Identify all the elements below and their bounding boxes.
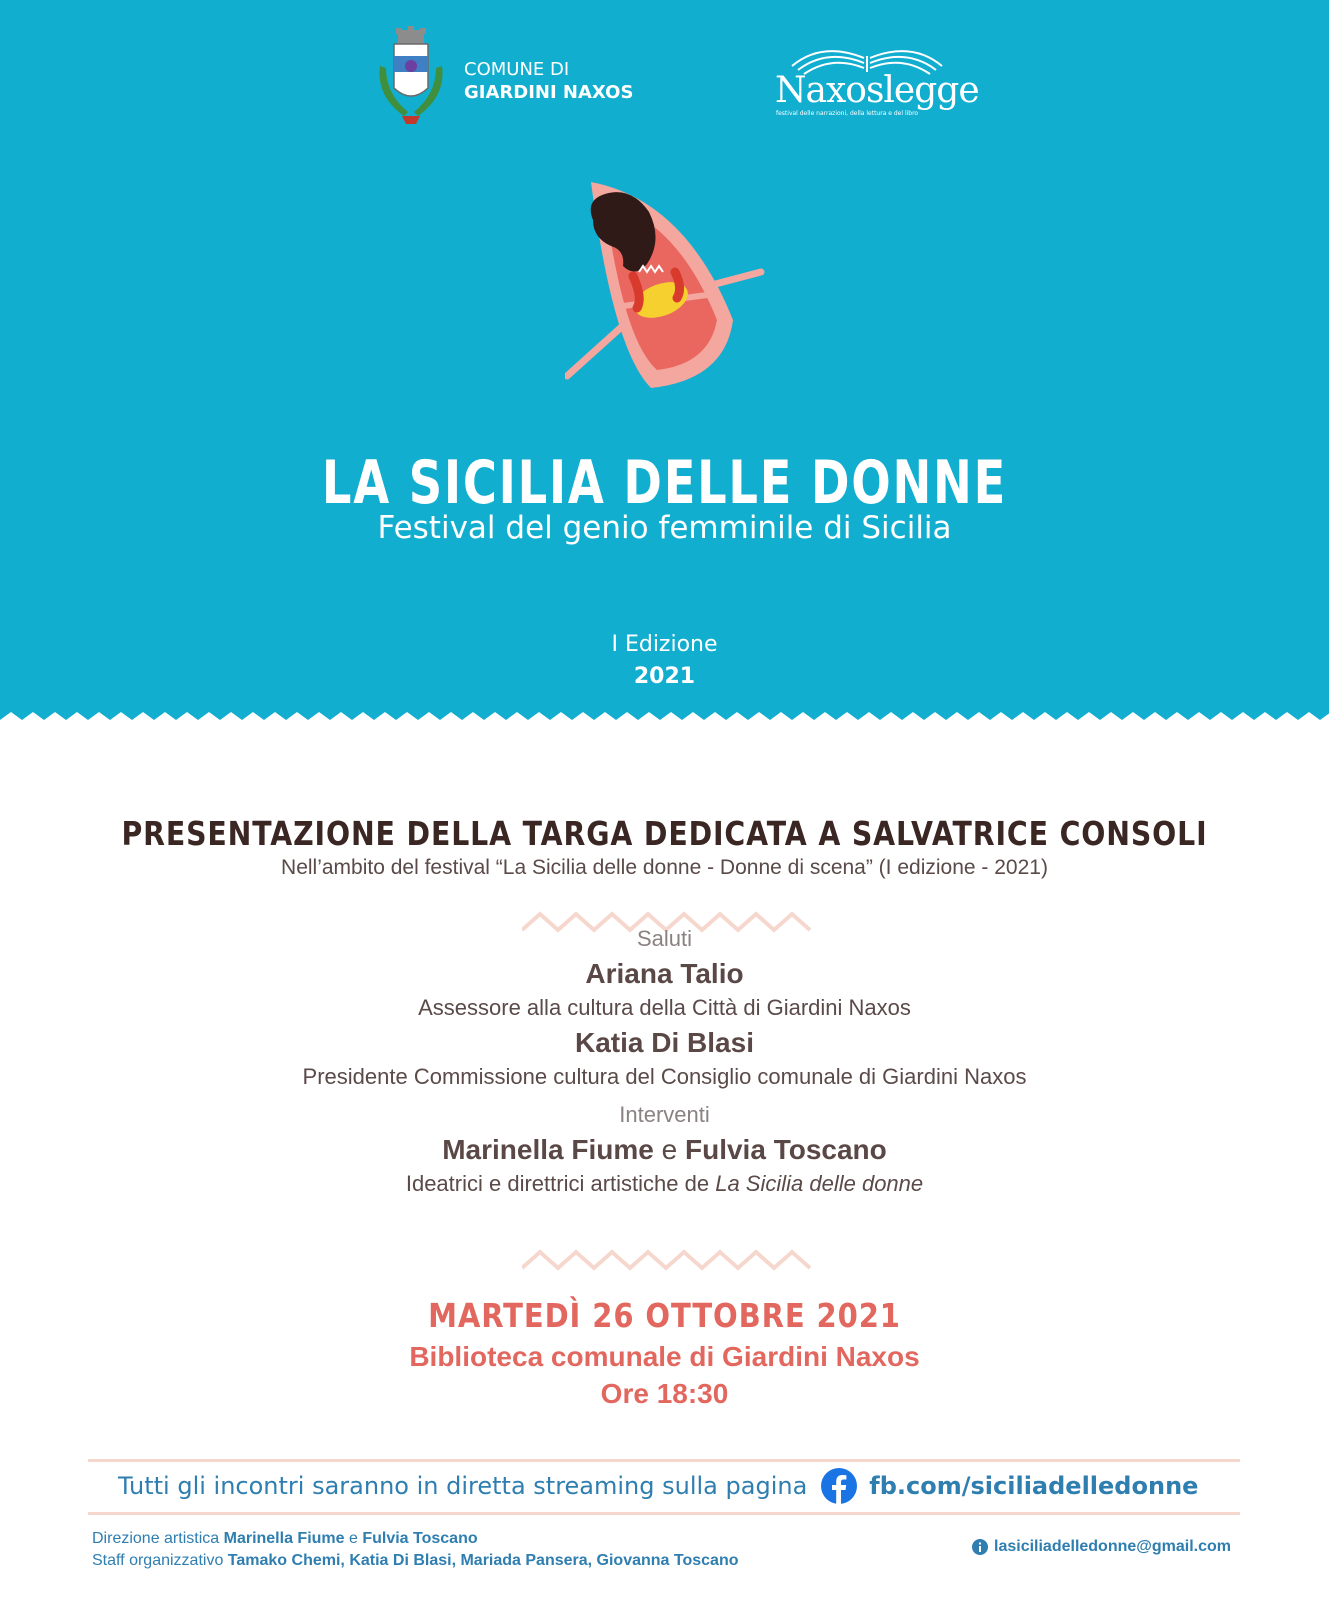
event-venue: Biblioteca comunale di Giardini Naxos: [409, 1341, 920, 1372]
edition-label: I Edizione: [611, 632, 718, 657]
naxoslegge-tagline: festival delle narrazioni, della lettura e del libro: [776, 110, 919, 117]
edition-year: 2021: [633, 664, 696, 689]
conjunction: e: [661, 1134, 678, 1165]
streaming-text: Tutti gli incontri saranno in diretta streaming sulla pagina: [118, 1472, 808, 1500]
speaker-name: Fulvia Toscano: [685, 1134, 887, 1165]
facebook-page-link[interactable]: fb.com/siciliadelledonne: [869, 1472, 1199, 1500]
director-name: Marinella Fiume: [223, 1530, 345, 1547]
coat-of-arms-logo: [372, 26, 450, 128]
conjunction: e: [348, 1530, 358, 1547]
directors-role: [0, 1171, 1329, 1197]
role-text: Ideatrici e direttrici artistiche de: [405, 1171, 710, 1196]
comune-line1: COMUNE DI: [464, 59, 570, 80]
staff-line: [92, 1550, 738, 1572]
festival-subtitle: Festival del genio femminile di Sicilia: [377, 510, 952, 546]
footer-rule: [88, 1512, 1240, 1515]
speaker-role: Presidente Commissione cultura del Consiglio comunale di Giardini Naxos: [302, 1064, 1027, 1089]
comune-line2: GIARDINI NAXOS: [464, 82, 634, 103]
credits: [92, 1528, 738, 1572]
festival-title: LA SICILIA DELLE DONNE: [321, 448, 1008, 518]
naxoslegge-logo-text: Naxoslegge: [775, 70, 979, 111]
event-title: PRESENTAZIONE DELLA TARGA DEDICATA A SALVATRICE CONSOLI: [121, 814, 1208, 853]
artistic-direction-line: [92, 1528, 738, 1550]
interventions-label: Interventi: [619, 1102, 710, 1127]
speaker-name: Ariana Talio: [585, 958, 744, 989]
email-address[interactable]: lasiciliadelledonne@gmail.com: [994, 1538, 1232, 1555]
speaker-role: Assessore alla cultura della Città di Giardini Naxos: [418, 995, 911, 1020]
artistic-direction-label: Direzione artistica: [92, 1530, 220, 1547]
wave-divider: [522, 1246, 814, 1272]
speaker-name: Katia Di Blasi: [575, 1027, 754, 1058]
directors-names: [0, 1134, 1329, 1166]
speaker-name: Marinella Fiume: [442, 1134, 654, 1165]
streaming-banner: [118, 1468, 1198, 1504]
event-time: Ore 18:30: [600, 1378, 729, 1409]
event-date: MARTEDÌ 26 OTTOBRE 2021: [428, 1296, 901, 1335]
festival-name-italic: La Sicilia delle donne: [715, 1171, 924, 1196]
director-name: Fulvia Toscano: [362, 1530, 478, 1547]
staff-label: Staff organizzativo: [92, 1552, 224, 1569]
greetings-label: Saluti: [636, 926, 693, 951]
rowing-woman-illustration: [565, 180, 785, 400]
footer-rule: [88, 1459, 1240, 1462]
contact-email[interactable]: [972, 1538, 1231, 1556]
info-icon: [972, 1539, 988, 1555]
event-context: Nell’ambito del festival “La Sicilia delle donne - Donne di scena” (I edizione - 2021): [281, 856, 1048, 879]
comune-name: [464, 58, 633, 104]
staff-names: Tamako Chemi, Katia Di Blasi, Mariada Pansera, Giovanna Toscano: [227, 1552, 739, 1569]
zigzag-divider: [0, 712, 1329, 742]
facebook-icon[interactable]: [821, 1468, 857, 1504]
